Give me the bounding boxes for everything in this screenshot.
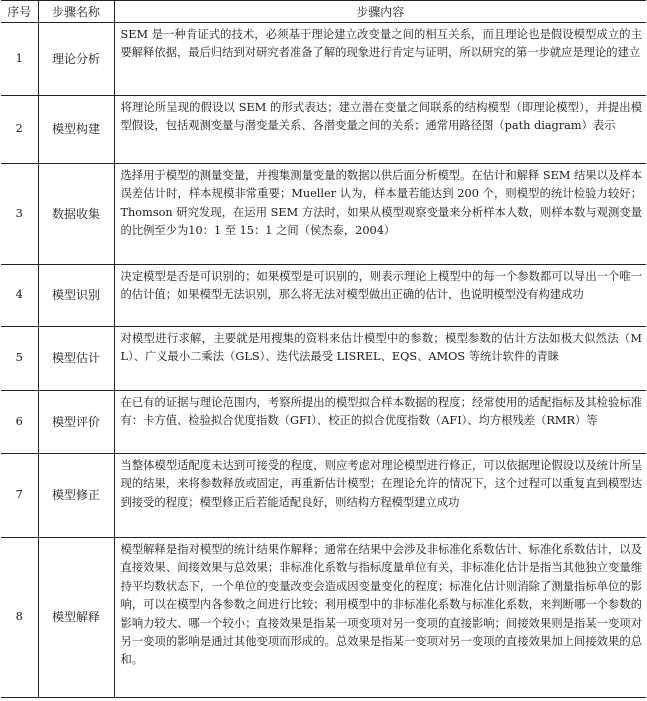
- row-step-content: 模型解释是指对模型的统计结果作解释；通常在结果中会涉及非标准化系数估计、标准化系数估计，以及直接效果、间接效果与总效果；非标准化系数与指标度量单位有关，非标准化估计是指当其他独立变量维持平均数状态下，一个单位的变量改变会造成因变量变化的程度；标准化估计则消除了测量指标单位的影响，可以在模型内各参数之间进行比较；利用模型中的非标准化系数与标准化系数，来判断哪一个参数的影响力较大、哪一个较小；直接效果是指某一项变项对另一变项的直接影响；间接效果则是指某一变项对另一变项的影响是通过其他变项而形成的。总效果是指某一变项对另一变项的直接效果加上间接效果的总和。: [114, 538, 646, 698]
- row-step-content: SEM 是一种肯证式的技术，必须基于理论建立改变量之间的相互关系，而且理论也是假设模型成立的主要解释依据，最后归结到对研究者准备了解的现象进行肯定与证明，所以研究的第一步就应是理论的建立: [114, 23, 646, 96]
- row-step-name: 模型识别: [38, 265, 114, 327]
- row-step-content: 将理论所呈现的假设以 SEM 的形式表达；建立潜在变量之间联系的结构模型（即理论模型），并提出模型假设，包括观测变量与潜变量关系、各潜变量之间的关系；通常用路径图（path diagram）表示: [114, 96, 646, 164]
- table-header: [1, 1, 646, 23]
- row-step-content: 对模型进行求解，主要就是用搜集的资料来估计模型中的参数；模型参数的估计方法如极大似然法（ML）、广义最小二乘法（GLS）、迭代法最受 LISREL、EQS、AMOS 等统计软件的青睐: [114, 327, 646, 391]
- table-body: [1, 23, 646, 698]
- row-step-name: 模型评价: [38, 391, 114, 454]
- table-row: [1, 454, 646, 538]
- row-step-content: 决定模型是否是可识别的；如果模型是可识别的，则表示理论上模型中的每一个参数都可以导出一个唯一的估计值；如果模型无法识别，那么将无法对模型做出正确的估计，也说明模型没有构建成功: [114, 265, 646, 327]
- table-row: [1, 96, 646, 164]
- header-step-name: 步骤名称: [38, 1, 114, 23]
- table-row: [1, 538, 646, 698]
- row-step-content: 当整体模型适配度未达到可接受的程度，则应考虑对理论模型进行修正，可以依据理论假设以及统计所呈现的结果，来将参数释放或固定，再重新估计模型；在理论允许的情况下，这个过程可以重复直到模型达到接受的程度；模型修正后若能适配良好，则结构方程模型建立成功: [114, 454, 646, 538]
- header-index: 序号: [1, 1, 38, 23]
- table-row: [1, 391, 646, 454]
- header-row: [1, 1, 646, 23]
- table-row: [1, 23, 646, 96]
- row-step-name: 模型修正: [38, 454, 114, 538]
- row-index: 5: [1, 327, 38, 391]
- row-index: 1: [1, 23, 38, 96]
- row-index: 8: [1, 538, 38, 698]
- row-step-name: 数据收集: [38, 164, 114, 265]
- row-step-name: 理论分析: [38, 23, 114, 96]
- table-row: [1, 265, 646, 327]
- table-row: [1, 164, 646, 265]
- row-step-name: 模型估计: [38, 327, 114, 391]
- table-row: [1, 327, 646, 391]
- sem-steps-table: [1, 0, 646, 698]
- row-step-content: 选择用于模型的测量变量，并搜集测量变量的数据以供后面分析模型。在估计和解释 SEM 结果以及样本误差估计时，样本规模非常重要；Mueller 认为，样本量若能达到 200 个，则模型的统计检验力较好；Thomson 研究发现，在运用 SEM 方法时，如果从模型观察变量来分析样本人数，则样本数与观测变量的比例至少为10：1 至 15：1 之间（侯杰泰，2004）: [114, 164, 646, 265]
- row-step-name: 模型解释: [38, 538, 114, 698]
- row-step-content: 在已有的证据与理论范围内，考察所提出的模型拟合样本数据的程度；经常使用的适配指标及其检验标准有：卡方值、检验拟合优度指数（GFI）、校正的拟合优度指数（AFI）、均方根残差（RMR）等: [114, 391, 646, 454]
- row-index: 4: [1, 265, 38, 327]
- row-index: 2: [1, 96, 38, 164]
- row-index: 7: [1, 454, 38, 538]
- row-step-name: 模型构建: [38, 96, 114, 164]
- row-index: 6: [1, 391, 38, 454]
- header-step-content: 步骤内容: [114, 1, 646, 23]
- row-index: 3: [1, 164, 38, 265]
